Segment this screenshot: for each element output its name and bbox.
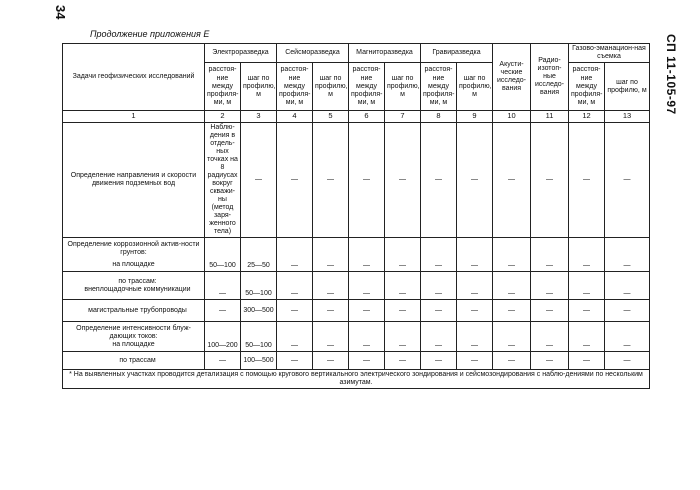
table-cell: — bbox=[569, 238, 605, 272]
table-cell: — bbox=[313, 122, 349, 238]
routes-label: по трассам bbox=[63, 352, 205, 370]
table-cell: — bbox=[493, 300, 531, 322]
task-groundwater: Определение направления и скорости движения подземных вод bbox=[63, 122, 205, 238]
offsite-label: внеплощадочные коммуникации bbox=[84, 285, 191, 293]
table-cell: — bbox=[349, 272, 385, 300]
column-number: 10 bbox=[493, 111, 531, 123]
table-cell: — bbox=[277, 352, 313, 370]
table-cell: 100—200 bbox=[205, 322, 241, 352]
table-cell: — bbox=[493, 238, 531, 272]
table-cell: — bbox=[313, 238, 349, 272]
table-cell: — bbox=[349, 238, 385, 272]
table-cell: — bbox=[421, 122, 457, 238]
table-cell: — bbox=[277, 300, 313, 322]
task-stray-title: Определение интенсивности блуж-дающих токов: bbox=[76, 324, 191, 340]
task-corrosion bbox=[63, 238, 205, 272]
column-number: 2 bbox=[205, 111, 241, 123]
column-number: 1 bbox=[63, 111, 205, 123]
table-cell: 50—100 bbox=[241, 322, 277, 352]
column-number: 13 bbox=[605, 111, 650, 123]
task-corrosion-routes bbox=[63, 272, 205, 300]
table-cell: — bbox=[421, 272, 457, 300]
table-cell: — bbox=[457, 238, 493, 272]
group-gas: Газово-эманацион-ная съемка bbox=[569, 44, 650, 63]
task-stray-site: на площадке bbox=[112, 340, 155, 348]
table-cell: — bbox=[313, 272, 349, 300]
table-cell: — bbox=[531, 238, 569, 272]
table-cell: — bbox=[349, 322, 385, 352]
subheader-step: шаг по профилю, м bbox=[385, 63, 421, 111]
column-number: 5 bbox=[313, 111, 349, 123]
table-cell: — bbox=[385, 272, 421, 300]
subheader-distance: расстоя-ние между профиля-ми, м bbox=[421, 63, 457, 111]
table-cell: 300—500 bbox=[241, 300, 277, 322]
table-cell: — bbox=[385, 122, 421, 238]
table-cell: — bbox=[205, 352, 241, 370]
table-cell: — bbox=[313, 352, 349, 370]
column-number: 6 bbox=[349, 111, 385, 123]
table-cell: — bbox=[531, 122, 569, 238]
table-cell: — bbox=[277, 272, 313, 300]
table-cell: — bbox=[457, 322, 493, 352]
table-cell: — bbox=[531, 300, 569, 322]
subheader-step: шаг по профилю, м bbox=[605, 63, 650, 111]
subheader-distance: расстоя-ние между профиля-ми, м bbox=[349, 63, 385, 111]
column-number: 7 bbox=[385, 111, 421, 123]
routes-label: по трассам: bbox=[118, 277, 157, 285]
table-cell: — bbox=[605, 272, 650, 300]
running-heading: Продолжение приложения Е bbox=[90, 29, 210, 39]
subheader-step: шаг по профилю, м bbox=[241, 63, 277, 111]
table-cell: 100—500 bbox=[241, 352, 277, 370]
table-cell: — bbox=[421, 300, 457, 322]
table-cell: — bbox=[349, 122, 385, 238]
table-cell: — bbox=[205, 272, 241, 300]
table-cell: — bbox=[277, 322, 313, 352]
table-cell: — bbox=[569, 272, 605, 300]
table-cell: — bbox=[605, 352, 650, 370]
table-cell: — bbox=[385, 352, 421, 370]
table-cell: — bbox=[605, 322, 650, 352]
column-number: 8 bbox=[421, 111, 457, 123]
page-number: 34 bbox=[53, 5, 68, 20]
subheader-step: шаг по профилю, м bbox=[457, 63, 493, 111]
group-radio: Радио-изотоп-ные исследо-вания bbox=[531, 44, 569, 111]
table-cell: — bbox=[385, 322, 421, 352]
mains-label: магистральные трубопроводы bbox=[63, 300, 205, 322]
table-cell: — bbox=[457, 352, 493, 370]
table-cell: — bbox=[569, 322, 605, 352]
table-cell: — bbox=[493, 272, 531, 300]
cell-method: Наблю-дения в отдель-ных точках на 8 радиусах вокруг скважи-ны (метод заря-женного тела) bbox=[205, 122, 241, 238]
table-cell: — bbox=[205, 300, 241, 322]
table-cell: — bbox=[277, 122, 313, 238]
table-cell: 50—100 bbox=[205, 238, 241, 272]
table-cell: — bbox=[457, 272, 493, 300]
table-cell: — bbox=[349, 300, 385, 322]
table-cell: — bbox=[421, 352, 457, 370]
subheader-distance: расстоя-ние между профиля-ми, м bbox=[277, 63, 313, 111]
group-acoustic: Акусти-ческие исследо-вания bbox=[493, 44, 531, 111]
table-cell: — bbox=[421, 238, 457, 272]
column-number: 9 bbox=[457, 111, 493, 123]
task-corrosion-title: Определение коррозионной актив-ности грунтов: bbox=[67, 240, 200, 256]
table-cell: — bbox=[313, 300, 349, 322]
task-stray-currents bbox=[63, 322, 205, 352]
table-cell: — bbox=[531, 352, 569, 370]
table-cell: 25—50 bbox=[241, 238, 277, 272]
table-cell: — bbox=[349, 352, 385, 370]
table-cell: — bbox=[531, 322, 569, 352]
column-number: 12 bbox=[569, 111, 605, 123]
table-cell: — bbox=[385, 300, 421, 322]
geophysics-table bbox=[62, 43, 650, 389]
subheader-step: шаг по профилю, м bbox=[313, 63, 349, 111]
table-cell: — bbox=[531, 272, 569, 300]
table-cell: — bbox=[385, 238, 421, 272]
table-cell: — bbox=[493, 322, 531, 352]
group-electro: Электроразведка bbox=[205, 44, 277, 63]
table-cell: — bbox=[457, 122, 493, 238]
table-cell: — bbox=[421, 322, 457, 352]
task-header: Задачи геофизических исследований bbox=[63, 44, 205, 111]
group-seismo: Сейсморазведка bbox=[277, 44, 349, 63]
column-number: 11 bbox=[531, 111, 569, 123]
group-gravi: Гравиразведка bbox=[421, 44, 493, 63]
document-code: СП 11-105-97 bbox=[664, 34, 678, 115]
table-cell: — bbox=[241, 122, 277, 238]
table-cell: — bbox=[569, 352, 605, 370]
footnote: * На выявленных участках проводится детализация с помощью кругового вертикального электрического зондирования и сейсмозондирования с наблю-дениями по нескольким азимутам. bbox=[63, 370, 650, 389]
table-cell: 50—100 bbox=[241, 272, 277, 300]
column-number: 3 bbox=[241, 111, 277, 123]
table-cell: — bbox=[457, 300, 493, 322]
table-cell: — bbox=[569, 122, 605, 238]
table-cell: — bbox=[605, 122, 650, 238]
group-magneto: Магниторазведка bbox=[349, 44, 421, 63]
table-cell: — bbox=[569, 300, 605, 322]
table-cell: — bbox=[493, 352, 531, 370]
table-cell: — bbox=[605, 300, 650, 322]
column-number: 4 bbox=[277, 111, 313, 123]
subheader-distance: расстоя-ние между профиля-ми, м bbox=[205, 63, 241, 111]
table-cell: — bbox=[313, 322, 349, 352]
subheader-distance: расстоя-ние между профиля-ми, м bbox=[569, 63, 605, 111]
table-cell: — bbox=[277, 238, 313, 272]
table-cell: — bbox=[605, 238, 650, 272]
table-cell: — bbox=[493, 122, 531, 238]
task-corrosion-site: на площадке bbox=[112, 260, 155, 268]
